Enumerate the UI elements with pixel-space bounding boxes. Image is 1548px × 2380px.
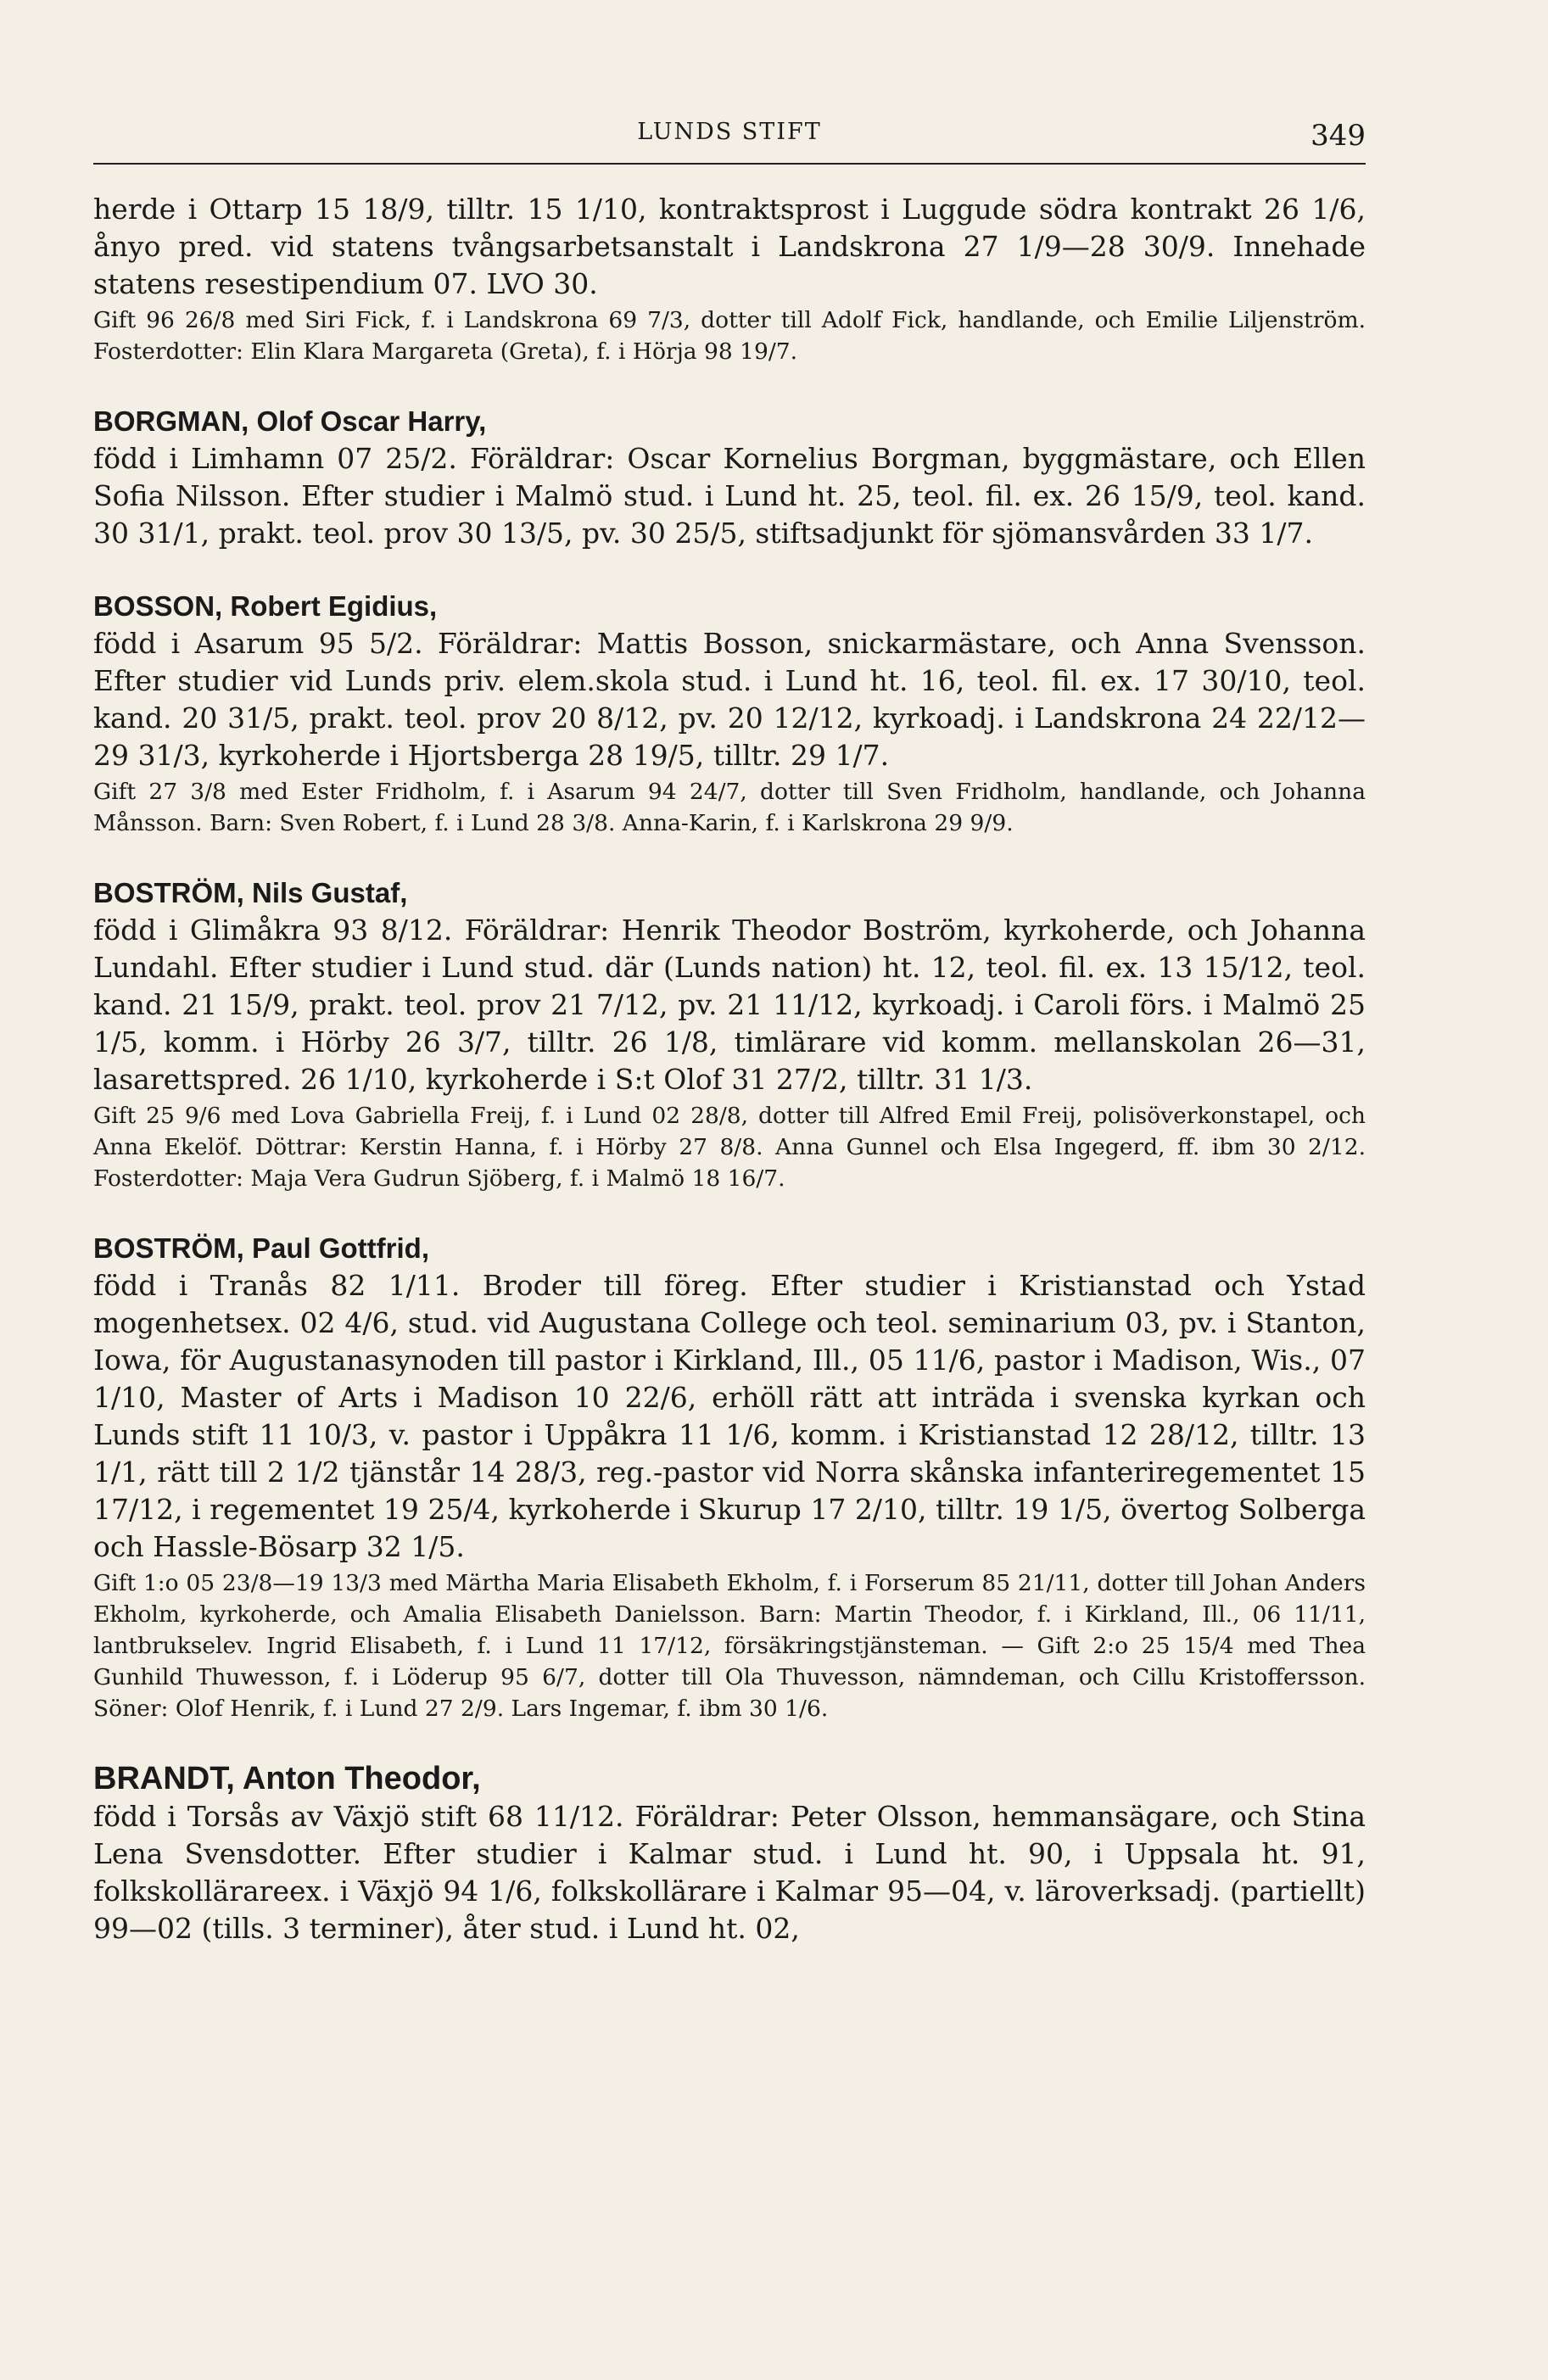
entry-family: Gift 96 26/8 med Siri Fick, f. i Landskrona 69 7/3, dotter till Adolf Fick, handlande, och Emilie Liljenström. Fosterdotter: Elin Klara Margareta (Greta), f. i Hörja 98 19/7. <box>93 307 1366 365</box>
page-number: 349 <box>1310 119 1366 153</box>
entry-name: BOSSON, Robert Egidius, <box>93 590 438 622</box>
entry-body: född i Limhamn 07 25/2. Föräldrar: Oscar Kornelius Borgman, byggmästare, och Ellen Sofia Nilsson. Efter studier i Malmö stud. i Lund ht. 25, teol. fil. ex. 26 15/9, teol. kand. 30 31/1, prakt. teol. prov 30 13/5, pv. 30 25/5, stiftsadjunkt för sjömansvården 33 1/7. <box>93 442 1366 550</box>
entry-brandt <box>93 1760 1366 1947</box>
entry-bosson <box>93 588 1366 839</box>
entry-name: BORGMAN, Olof Oscar Harry, <box>93 405 487 437</box>
entry-name: BOSTRÖM, Paul Gottfrid, <box>93 1232 429 1264</box>
entry-body: född i Glimåkra 93 8/12. Föräldrar: Henrik Theodor Boström, kyrkoherde, och Johanna Lundahl. Efter studier i Lund stud. där (Lunds nation) ht. 12, teol. fil. ex. 13 15/12, teol. kand. 21 15/9, prakt. teol. prov 21 7/12, pv. 21 11/12, kyrkoadj. i Caroli förs. i Malmö 25 1/5, komm. i Hörby 26 3/7, tilltr. 26 1/8, timlärare vid komm. mellanskolan 26—31, lasarettspred. 26 1/10, kyrkoherde i S:t Olof 31 27/2, tilltr. 31 1/3. <box>93 913 1366 1096</box>
entry-body: född i Asarum 95 5/2. Föräldrar: Mattis Bosson, snickarmästare, och Anna Svensson. Efter studier vid Lunds priv. elem.skola stud. i Lund ht. 16, teol. fil. ex. 17 30/10, teol. kand. 20 31/5, prakt. teol. prov 20 8/12, pv. 20 12/12, kyrkoadj. i Landskrona 24 22/12—29 31/3, kyrkoherde i Hjortsberga 28 19/5, tilltr. 29 1/7. <box>93 627 1366 772</box>
running-header <box>93 119 1366 165</box>
entry-text <box>93 1230 1366 1566</box>
entry-bostrom-paul <box>93 1230 1366 1724</box>
entry-continued <box>93 191 1366 367</box>
entry-body: född i Torsås av Växjö stift 68 11/12. Föräldrar: Peter Olsson, hemmansägare, och Stina Lena Svensdotter. Efter studier i Kalmar stud. i Lund ht. 90, i Uppsala ht. 91, folkskollärareex. i Växjö 94 1/6, folkskollärare i Kalmar 95—04, v. läroverksadj. (partiellt) 99—02 (tills. 3 terminer), åter stud. i Lund ht. 02, <box>93 1800 1366 1945</box>
entry-bostrom-nils <box>93 874 1366 1194</box>
entry-name: BOSTRÖM, Nils Gustaf, <box>93 877 408 908</box>
entry-family: Gift 1:o 05 23/8—19 13/3 med Märtha Maria Elisabeth Ekholm, f. i Forserum 85 21/11, dotter till Johan Anders Ekholm, kyrkoherde, och Amalia Elisabeth Danielsson. Barn: Martin Theodor, f. i Kirkland, Ill., 06 11/11, lantbrukselev. Ingrid Elisabeth, f. i Lund 11 17/12, försäkringstjänsteman. — Gift 2:o 25 15/4 med Thea Gunhild Thuwesson, f. i Löderup 95 6/7, dotter till Ola Thuvesson, nämndeman, och Cillu Kristoffersson. Söner: Olof Henrik, f. i Lund 27 2/9. Lars Ingemar, f. ibm 30 1/6. <box>93 1570 1366 1722</box>
entry-family: Gift 27 3/8 med Ester Fridholm, f. i Asarum 94 24/7, dotter till Sven Fridholm, handlande, och Johanna Månsson. Barn: Sven Robert, f. i Lund 28 3/8. Anna-Karin, f. i Karlskrona 29 9/9. <box>93 779 1366 836</box>
entries-list <box>93 191 1366 1947</box>
entry-body: herde i Ottarp 15 18/9, tilltr. 15 1/10, kontraktsprost i Luggude södra kontrakt 26 1/6, ånyo pred. vid statens tvångsarbetsanstalt i Landskrona 27 1/9—28 30/9. Innehade statens resestipendium 07. LVO 30. <box>93 193 1366 300</box>
entry-text <box>93 403 1366 552</box>
entry-text <box>93 588 1366 774</box>
entry-name: BRANDT, Anton Theodor, <box>93 1761 481 1796</box>
entry-text <box>93 874 1366 1098</box>
entry-body: född i Tranås 82 1/11. Broder till föreg. Efter studier i Kristianstad och Ystad mogenhetsex. 02 4/6, stud. vid Augustana College och teol. seminarium 03, pv. i Stanton, Iowa, för Augustanasynoden till pastor i Kirkland, Ill., 05 11/6, pastor i Madison, Wis., 07 1/10, Master of Arts i Madison 10 22/6, erhöll rätt att inträda i svenska kyrkan och Lunds stift 11 10/3, v. pastor i Uppåkra 11 1/6, komm. i Kristianstad 12 28/12, tilltr. 13 1/1, rätt till 2 1/2 tjänstår 14 28/3, reg.-pastor vid Norra skånska infanteriregementet 15 17/12, i regementet 19 25/4, kyrkoherde i Skurup 17 2/10, tilltr. 19 1/5, övertog Solberga och Hassle-Bösarp 32 1/5. <box>93 1269 1366 1563</box>
entry-text <box>93 191 1366 303</box>
entry-family: Gift 25 9/6 med Lova Gabriella Freij, f. i Lund 02 28/8, dotter till Alfred Emil Freij, polisöverkonstapel, och Anna Ekelöf. Döttrar: Kerstin Hanna, f. i Hörby 27 8/8. Anna Gunnel och Elsa Ingegerd, ff. ibm 30 2/12. Fosterdotter: Maja Vera Gudrun Sjöberg, f. i Malmö 18 16/7. <box>93 1103 1366 1192</box>
entry-text <box>93 1760 1366 1947</box>
entry-borgman <box>93 403 1366 552</box>
header-title: LUNDS STIFT <box>637 119 822 145</box>
